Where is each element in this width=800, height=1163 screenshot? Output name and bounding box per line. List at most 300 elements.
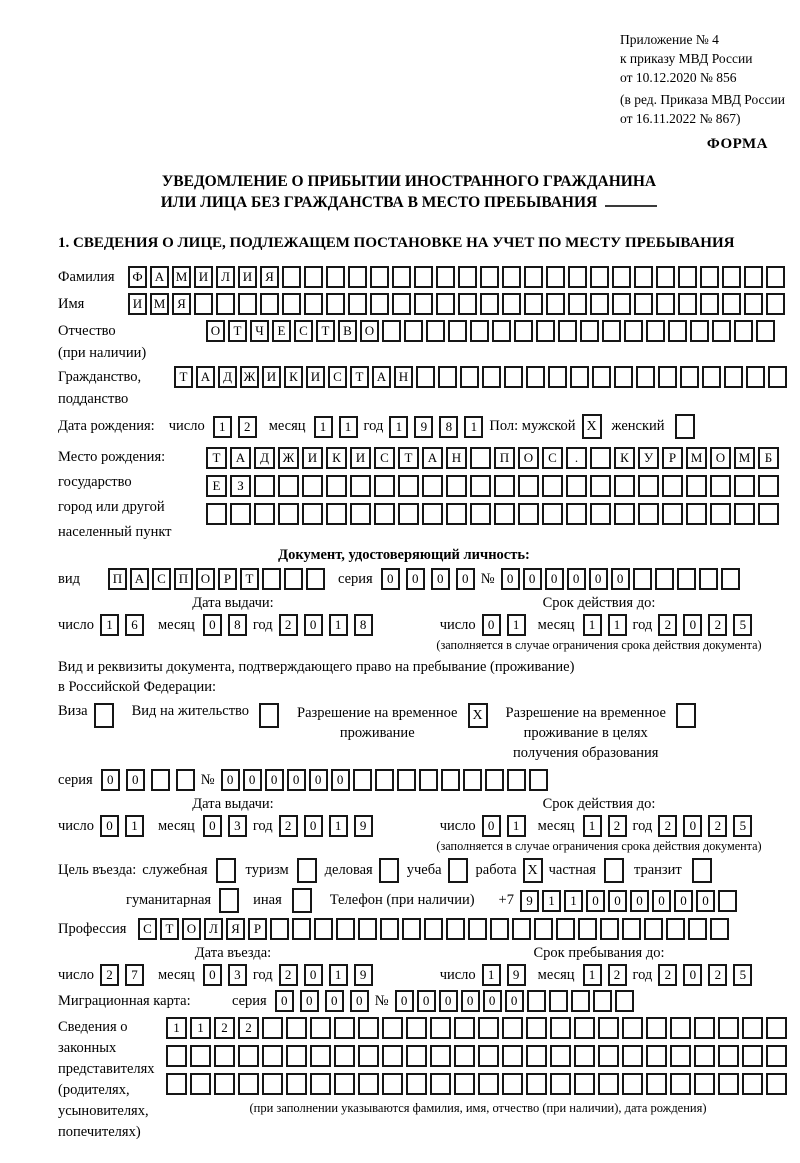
form-cell[interactable]	[634, 293, 653, 315]
form-cell[interactable]	[694, 1017, 715, 1039]
form-cell[interactable]	[688, 918, 707, 940]
form-cell[interactable]	[463, 769, 482, 791]
form-cell[interactable]: Д	[254, 447, 275, 469]
form-cell[interactable]	[746, 366, 765, 388]
form-cell[interactable]	[590, 503, 611, 525]
form-cell[interactable]	[480, 266, 499, 288]
form-cell[interactable]	[670, 1017, 691, 1039]
form-cell[interactable]: 2	[708, 964, 727, 986]
form-cell[interactable]	[622, 1045, 643, 1067]
form-cell[interactable]: И	[302, 447, 323, 469]
form-cell[interactable]	[504, 366, 523, 388]
form-cell[interactable]	[470, 475, 491, 497]
form-cell[interactable]: 1	[166, 1017, 187, 1039]
form-cell[interactable]	[406, 1045, 427, 1067]
form-cell[interactable]	[492, 320, 511, 342]
form-cell[interactable]	[438, 366, 457, 388]
form-cell[interactable]: 0	[203, 614, 222, 636]
form-cell[interactable]	[370, 293, 389, 315]
form-cell[interactable]	[478, 1045, 499, 1067]
form-cell[interactable]	[568, 293, 587, 315]
form-cell[interactable]	[670, 1045, 691, 1067]
form-cell[interactable]: 1	[608, 614, 627, 636]
form-cell[interactable]: 1	[339, 416, 358, 438]
checkbox-transit[interactable]	[692, 858, 712, 883]
form-cell[interactable]	[638, 503, 659, 525]
form-cell[interactable]	[238, 1073, 259, 1095]
form-cell[interactable]	[306, 568, 325, 590]
form-cell[interactable]	[550, 1073, 571, 1095]
form-cell[interactable]	[502, 293, 521, 315]
form-cell[interactable]: 0	[275, 990, 294, 1012]
form-cell[interactable]: 0	[683, 614, 702, 636]
form-cell[interactable]	[678, 293, 697, 315]
form-cell[interactable]	[422, 503, 443, 525]
form-cell[interactable]: Л	[204, 918, 223, 940]
form-cell[interactable]	[712, 320, 731, 342]
form-cell[interactable]: 1	[389, 416, 408, 438]
checkbox-male[interactable]: X	[582, 414, 602, 439]
form-cell[interactable]	[615, 990, 634, 1012]
form-cell[interactable]: 0	[381, 568, 400, 590]
form-cell[interactable]: У	[638, 447, 659, 469]
form-cell[interactable]	[548, 366, 567, 388]
form-cell[interactable]: 1	[329, 815, 348, 837]
form-cell[interactable]: Е	[272, 320, 291, 342]
form-cell[interactable]: А	[150, 266, 169, 288]
form-cell[interactable]: Я	[172, 293, 191, 315]
form-cell[interactable]: Т	[350, 366, 369, 388]
form-cell[interactable]: Ч	[250, 320, 269, 342]
form-cell[interactable]	[375, 769, 394, 791]
form-cell[interactable]: П	[494, 447, 515, 469]
form-cell[interactable]	[542, 503, 563, 525]
form-cell[interactable]	[622, 918, 641, 940]
checkbox-tourism[interactable]	[297, 858, 317, 883]
form-cell[interactable]	[699, 568, 718, 590]
form-cell[interactable]	[458, 266, 477, 288]
form-cell[interactable]	[151, 769, 170, 791]
form-cell[interactable]	[678, 266, 697, 288]
form-cell[interactable]: 0	[309, 769, 328, 791]
form-cell[interactable]	[526, 1073, 547, 1095]
form-cell[interactable]	[470, 320, 489, 342]
form-cell[interactable]	[546, 266, 565, 288]
form-cell[interactable]	[526, 1017, 547, 1039]
form-cell[interactable]	[507, 769, 526, 791]
form-cell[interactable]: 9	[520, 890, 539, 912]
form-cell[interactable]	[436, 293, 455, 315]
form-cell[interactable]	[302, 503, 323, 525]
form-cell[interactable]	[614, 475, 635, 497]
form-cell[interactable]: 0	[523, 568, 542, 590]
form-cell[interactable]	[336, 918, 355, 940]
form-cell[interactable]	[718, 1073, 739, 1095]
form-cell[interactable]	[612, 293, 631, 315]
form-cell[interactable]	[482, 366, 501, 388]
form-cell[interactable]	[436, 266, 455, 288]
form-cell[interactable]	[578, 918, 597, 940]
form-cell[interactable]	[286, 1073, 307, 1095]
form-cell[interactable]: 2	[658, 964, 677, 986]
form-cell[interactable]	[282, 293, 301, 315]
form-cell[interactable]: 1	[507, 614, 526, 636]
form-cell[interactable]: 1	[100, 614, 119, 636]
form-cell[interactable]: К	[284, 366, 303, 388]
form-cell[interactable]	[602, 320, 621, 342]
form-cell[interactable]	[598, 1073, 619, 1095]
form-cell[interactable]	[478, 1017, 499, 1039]
form-cell[interactable]	[600, 918, 619, 940]
form-cell[interactable]	[614, 503, 635, 525]
form-cell[interactable]	[353, 769, 372, 791]
form-cell[interactable]	[314, 918, 333, 940]
form-cell[interactable]: 2	[279, 614, 298, 636]
form-cell[interactable]: 0	[300, 990, 319, 1012]
form-cell[interactable]: 0	[456, 568, 475, 590]
form-cell[interactable]: 3	[228, 815, 247, 837]
form-cell[interactable]: А	[230, 447, 251, 469]
form-cell[interactable]: 8	[228, 614, 247, 636]
form-cell[interactable]: 0	[567, 568, 586, 590]
form-cell[interactable]	[590, 447, 611, 469]
form-cell[interactable]	[570, 366, 589, 388]
form-cell[interactable]	[284, 568, 303, 590]
form-cell[interactable]	[190, 1045, 211, 1067]
form-cell[interactable]: 0	[203, 964, 222, 986]
form-cell[interactable]: 0	[439, 990, 458, 1012]
form-cell[interactable]: 0	[501, 568, 520, 590]
form-cell[interactable]: 2	[238, 416, 257, 438]
form-cell[interactable]	[526, 366, 545, 388]
form-cell[interactable]	[734, 320, 753, 342]
form-cell[interactable]: 0	[545, 568, 564, 590]
form-cell[interactable]	[430, 1017, 451, 1039]
form-cell[interactable]	[524, 293, 543, 315]
form-cell[interactable]	[480, 293, 499, 315]
form-cell[interactable]	[254, 475, 275, 497]
form-cell[interactable]: И	[350, 447, 371, 469]
form-cell[interactable]	[262, 568, 281, 590]
checkbox-female[interactable]	[675, 414, 695, 439]
form-cell[interactable]: Т	[206, 447, 227, 469]
form-cell[interactable]	[230, 503, 251, 525]
form-cell[interactable]: 0	[482, 614, 501, 636]
form-cell[interactable]	[677, 568, 696, 590]
form-cell[interactable]	[398, 503, 419, 525]
form-cell[interactable]: Т	[174, 366, 193, 388]
form-cell[interactable]	[334, 1073, 355, 1095]
form-cell[interactable]	[598, 1017, 619, 1039]
form-cell[interactable]: М	[686, 447, 707, 469]
form-cell[interactable]: 0	[483, 990, 502, 1012]
form-cell[interactable]: О	[182, 918, 201, 940]
form-cell[interactable]	[766, 1073, 787, 1095]
form-cell[interactable]: 1	[314, 416, 333, 438]
form-cell[interactable]: 1	[564, 890, 583, 912]
form-cell[interactable]: 6	[125, 614, 144, 636]
form-cell[interactable]: Я	[260, 266, 279, 288]
form-cell[interactable]	[262, 1017, 283, 1039]
form-cell[interactable]	[470, 447, 491, 469]
form-cell[interactable]	[566, 475, 587, 497]
form-cell[interactable]: 8	[354, 614, 373, 636]
form-cell[interactable]	[742, 1073, 763, 1095]
form-cell[interactable]: 1	[125, 815, 144, 837]
form-cell[interactable]	[262, 1073, 283, 1095]
form-cell[interactable]	[446, 918, 465, 940]
form-cell[interactable]	[590, 475, 611, 497]
checkbox-temp-residence-edu[interactable]	[676, 703, 696, 728]
form-cell[interactable]: 0	[304, 964, 323, 986]
form-cell[interactable]	[334, 1045, 355, 1067]
form-cell[interactable]	[214, 1073, 235, 1095]
form-cell[interactable]: О	[196, 568, 215, 590]
form-cell[interactable]: О	[710, 447, 731, 469]
form-cell[interactable]	[758, 503, 779, 525]
form-cell[interactable]	[742, 1017, 763, 1039]
form-cell[interactable]	[634, 266, 653, 288]
form-cell[interactable]	[598, 1045, 619, 1067]
form-cell[interactable]	[441, 769, 460, 791]
form-cell[interactable]	[724, 366, 743, 388]
form-cell[interactable]: И	[238, 266, 257, 288]
form-cell[interactable]: П	[174, 568, 193, 590]
form-cell[interactable]	[490, 918, 509, 940]
form-cell[interactable]: 2	[238, 1017, 259, 1039]
form-cell[interactable]: С	[138, 918, 157, 940]
form-cell[interactable]	[254, 503, 275, 525]
form-cell[interactable]: С	[374, 447, 395, 469]
form-cell[interactable]	[416, 366, 435, 388]
form-cell[interactable]: 0	[589, 568, 608, 590]
form-cell[interactable]	[592, 366, 611, 388]
form-cell[interactable]	[392, 266, 411, 288]
form-cell[interactable]	[304, 293, 323, 315]
form-cell[interactable]: 2	[658, 614, 677, 636]
form-cell[interactable]	[614, 366, 633, 388]
form-cell[interactable]	[310, 1045, 331, 1067]
form-cell[interactable]	[380, 918, 399, 940]
form-cell[interactable]	[326, 293, 345, 315]
form-cell[interactable]: 0	[243, 769, 262, 791]
form-cell[interactable]: И	[194, 266, 213, 288]
form-cell[interactable]	[310, 1073, 331, 1095]
form-cell[interactable]: 9	[507, 964, 526, 986]
form-cell[interactable]	[494, 475, 515, 497]
form-cell[interactable]	[700, 266, 719, 288]
form-cell[interactable]: 2	[214, 1017, 235, 1039]
form-cell[interactable]	[680, 366, 699, 388]
form-cell[interactable]: 0	[630, 890, 649, 912]
form-cell[interactable]	[690, 320, 709, 342]
form-cell[interactable]	[382, 1017, 403, 1039]
form-cell[interactable]: 0	[482, 815, 501, 837]
form-cell[interactable]: 1	[464, 416, 483, 438]
form-cell[interactable]	[460, 366, 479, 388]
form-cell[interactable]	[742, 1045, 763, 1067]
form-cell[interactable]	[734, 475, 755, 497]
form-cell[interactable]: С	[542, 447, 563, 469]
form-cell[interactable]	[310, 1017, 331, 1039]
checkbox-residence-permit[interactable]	[259, 703, 279, 728]
form-cell[interactable]	[734, 503, 755, 525]
form-cell[interactable]: 2	[708, 815, 727, 837]
form-cell[interactable]: 0	[461, 990, 480, 1012]
form-cell[interactable]	[766, 1017, 787, 1039]
form-cell[interactable]: Л	[216, 266, 235, 288]
form-cell[interactable]	[700, 293, 719, 315]
form-cell[interactable]	[710, 475, 731, 497]
form-cell[interactable]	[430, 1045, 451, 1067]
form-cell[interactable]	[270, 918, 289, 940]
form-cell[interactable]	[526, 1045, 547, 1067]
form-cell[interactable]: К	[326, 447, 347, 469]
form-cell[interactable]	[358, 918, 377, 940]
form-cell[interactable]: Ф	[128, 266, 147, 288]
form-cell[interactable]: С	[294, 320, 313, 342]
form-cell[interactable]	[430, 1073, 451, 1095]
form-cell[interactable]: 0	[203, 815, 222, 837]
form-cell[interactable]	[485, 769, 504, 791]
form-cell[interactable]	[458, 293, 477, 315]
form-cell[interactable]	[404, 320, 423, 342]
checkbox-private[interactable]	[604, 858, 624, 883]
form-cell[interactable]	[194, 293, 213, 315]
form-cell[interactable]	[542, 475, 563, 497]
form-cell[interactable]	[494, 503, 515, 525]
form-cell[interactable]: М	[172, 266, 191, 288]
form-cell[interactable]	[302, 475, 323, 497]
form-cell[interactable]: Т	[316, 320, 335, 342]
form-cell[interactable]: А	[196, 366, 215, 388]
form-cell[interactable]	[722, 266, 741, 288]
form-cell[interactable]	[574, 1045, 595, 1067]
form-cell[interactable]	[278, 503, 299, 525]
form-cell[interactable]	[718, 1017, 739, 1039]
form-cell[interactable]	[655, 568, 674, 590]
form-cell[interactable]: Ж	[240, 366, 259, 388]
form-cell[interactable]	[292, 918, 311, 940]
form-cell[interactable]	[406, 1017, 427, 1039]
form-cell[interactable]	[414, 266, 433, 288]
form-cell[interactable]: Р	[248, 918, 267, 940]
form-cell[interactable]: Б	[758, 447, 779, 469]
form-cell[interactable]: 5	[733, 614, 752, 636]
form-cell[interactable]	[568, 266, 587, 288]
form-cell[interactable]	[348, 266, 367, 288]
form-cell[interactable]: 2	[608, 815, 627, 837]
form-cell[interactable]	[536, 320, 555, 342]
form-cell[interactable]: 8	[439, 416, 458, 438]
form-cell[interactable]	[590, 293, 609, 315]
form-cell[interactable]: 1	[583, 815, 602, 837]
form-cell[interactable]	[612, 266, 631, 288]
form-cell[interactable]	[662, 475, 683, 497]
form-cell[interactable]: 0	[696, 890, 715, 912]
form-cell[interactable]	[392, 293, 411, 315]
form-cell[interactable]	[334, 1017, 355, 1039]
form-cell[interactable]: И	[306, 366, 325, 388]
form-cell[interactable]: 1	[213, 416, 232, 438]
form-cell[interactable]	[656, 293, 675, 315]
form-cell[interactable]	[176, 769, 195, 791]
form-cell[interactable]: 1	[583, 964, 602, 986]
form-cell[interactable]	[644, 918, 663, 940]
form-cell[interactable]	[580, 320, 599, 342]
checkbox-temp-residence[interactable]: X	[468, 703, 488, 728]
form-cell[interactable]: 0	[505, 990, 524, 1012]
form-cell[interactable]: Н	[446, 447, 467, 469]
form-cell[interactable]: Т	[240, 568, 259, 590]
form-cell[interactable]	[414, 293, 433, 315]
form-cell[interactable]: К	[614, 447, 635, 469]
form-cell[interactable]: 0	[406, 568, 425, 590]
form-cell[interactable]	[512, 918, 531, 940]
form-cell[interactable]: 2	[658, 815, 677, 837]
form-cell[interactable]	[529, 769, 548, 791]
form-cell[interactable]	[406, 1073, 427, 1095]
form-cell[interactable]: 9	[354, 964, 373, 986]
checkbox-official[interactable]	[216, 858, 236, 883]
checkbox-visa[interactable]	[94, 703, 114, 728]
form-cell[interactable]: О	[206, 320, 225, 342]
form-cell[interactable]: 0	[325, 990, 344, 1012]
form-cell[interactable]	[304, 266, 323, 288]
form-cell[interactable]	[382, 1045, 403, 1067]
form-cell[interactable]: О	[360, 320, 379, 342]
form-cell[interactable]	[468, 918, 487, 940]
form-cell[interactable]	[686, 503, 707, 525]
form-cell[interactable]: 0	[674, 890, 693, 912]
form-cell[interactable]	[238, 1045, 259, 1067]
form-cell[interactable]	[768, 366, 787, 388]
checkbox-study[interactable]	[448, 858, 468, 883]
form-cell[interactable]	[402, 918, 421, 940]
form-cell[interactable]: О	[518, 447, 539, 469]
form-cell[interactable]	[518, 503, 539, 525]
form-cell[interactable]	[216, 293, 235, 315]
form-cell[interactable]	[238, 293, 257, 315]
form-cell[interactable]	[702, 366, 721, 388]
checkbox-business[interactable]	[379, 858, 399, 883]
form-cell[interactable]: 0	[350, 990, 369, 1012]
form-cell[interactable]	[502, 1017, 523, 1039]
form-cell[interactable]	[286, 1017, 307, 1039]
form-cell[interactable]	[166, 1073, 187, 1095]
form-cell[interactable]: Р	[662, 447, 683, 469]
form-cell[interactable]	[454, 1073, 475, 1095]
form-cell[interactable]	[593, 990, 612, 1012]
form-cell[interactable]: 0	[608, 890, 627, 912]
form-cell[interactable]	[646, 1045, 667, 1067]
form-cell[interactable]: 1	[190, 1017, 211, 1039]
form-cell[interactable]: 0	[101, 769, 120, 791]
form-cell[interactable]	[622, 1073, 643, 1095]
form-cell[interactable]	[502, 266, 521, 288]
form-cell[interactable]	[370, 266, 389, 288]
form-cell[interactable]	[514, 320, 533, 342]
form-cell[interactable]	[694, 1045, 715, 1067]
form-cell[interactable]: 0	[331, 769, 350, 791]
form-cell[interactable]	[646, 1017, 667, 1039]
form-cell[interactable]: С	[328, 366, 347, 388]
form-cell[interactable]: А	[422, 447, 443, 469]
form-cell[interactable]	[766, 1045, 787, 1067]
form-cell[interactable]: 0	[395, 990, 414, 1012]
form-cell[interactable]: 2	[708, 614, 727, 636]
form-cell[interactable]	[590, 266, 609, 288]
